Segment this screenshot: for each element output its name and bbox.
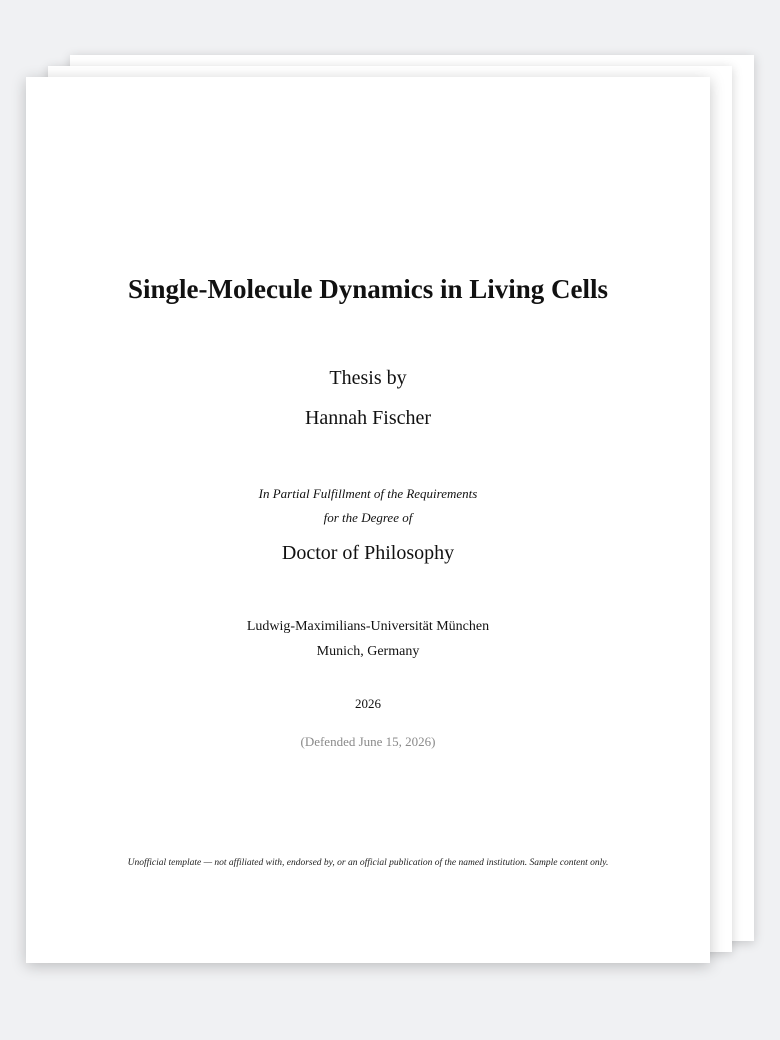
thesis-title: Single-Molecule Dynamics in Living Cells xyxy=(127,274,608,304)
institution-name: Ludwig-Maximilians-Universität München xyxy=(246,619,490,634)
thesis-by-label: Thesis by xyxy=(329,367,407,389)
requirements-line-2: for the Degree of xyxy=(323,510,413,525)
defense-date: (Defended June 15, 2026) xyxy=(300,734,436,749)
thesis-year: 2026 xyxy=(355,696,381,711)
degree-name: Doctor of Philosophy xyxy=(281,542,455,564)
requirements-line-1: In Partial Fulfillment of the Requirements xyxy=(258,486,478,501)
author-name: Hannah Fischer xyxy=(304,407,432,429)
institution-location: Munich, Germany xyxy=(316,644,420,659)
title-page xyxy=(26,77,710,963)
disclaimer-note: Unofficial template — not affiliated with, endorsed by, or an official publication of the named institution. Sample content only. xyxy=(127,858,609,868)
